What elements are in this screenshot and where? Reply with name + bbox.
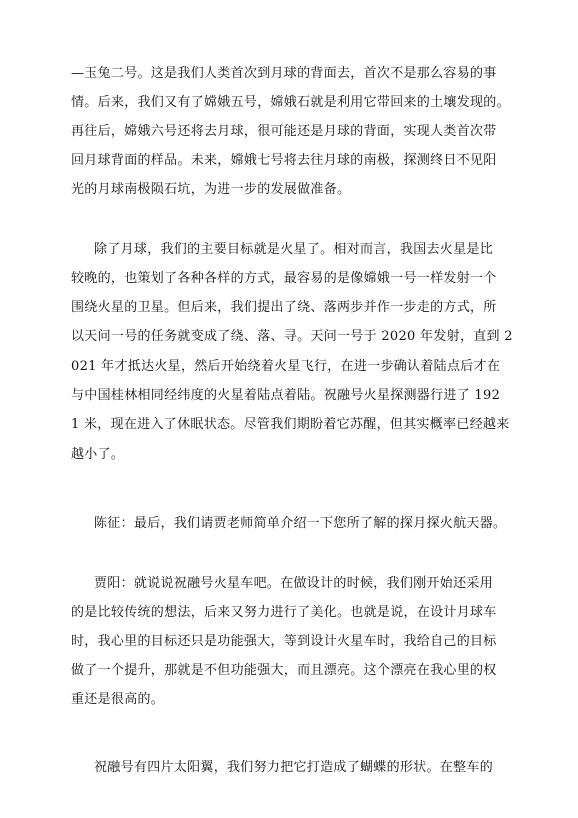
text-line: 021 年才抵达火星，然后开始绕着火星飞行，在进一步确认着陆点后才在 (71, 359, 501, 374)
text-line: 做了一个提升，那就是不但功能强大，而且漂亮。这个漂亮在我心里的权 (71, 663, 497, 678)
text-line: 较晚的，也策划了各种各样的方式，最容易的是像嫦娥一号一样发射一个 (71, 271, 497, 286)
text-line: 回月球背面的样品。未来，嫦娥七号将去往月球的南极，探测终日不见阳 (71, 153, 497, 168)
text-line: 与中国桂林相同经纬度的火星着陆点着陆。祝融号火星探测器行进了 192 (71, 388, 501, 403)
text-line: 越小了。 (71, 447, 125, 462)
text-line: 时，我心里的目标还只是功能强大，等到设计火星车时，我给自己的目标 (71, 634, 497, 649)
text-line: 以天问一号的任务就变成了绕、落、寻。天问一号于 2020 年发射，直到 2 (71, 329, 513, 344)
text-line: 祝融号有四片太阳翼，我们努力把它打造成了蝴蝶的形状。在整车的 (94, 760, 494, 775)
text-line: 再往后，嫦娥六号还将去月球，很可能还是月球的背面，实现人类首次带 (71, 124, 497, 139)
text-line: 的是比较传统的想法，后来又努力进行了美化。也就是说，在设计月球车 (71, 605, 497, 620)
text-line: —玉兔二号。这是我们人类首次到月球的背面去，首次不是那么容易的事 (71, 66, 497, 81)
text-line: 光的月球南极陨石坑，为进一步的发展做准备。 (71, 182, 351, 197)
text-line: 重还是很高的。 (71, 692, 165, 707)
text-line: 情。后来，我们又有了嫦娥五号，嫦娥石就是利用它带回来的土壤发现的。 (71, 95, 510, 110)
text-line: 除了月球，我们的主要目标就是火星了。相对而言，我国去火星是比 (94, 242, 494, 257)
text-line: 1 米，现在进入了休眠状态。尽管我们期盼着它苏醒，但其实概率已经越来 (71, 417, 510, 432)
text-line: 围绕火星的卫星。但后来，我们提出了绕、落两步并作一步走的方式，所 (71, 300, 497, 315)
text-line: 贾阳：就说说祝融号火星车吧。在做设计的时候，我们刚开始还采用 (94, 576, 494, 591)
text-line: 陈征：最后，我们请贾老师简单介绍一下您所了解的探月探火航天器。 (94, 516, 507, 531)
